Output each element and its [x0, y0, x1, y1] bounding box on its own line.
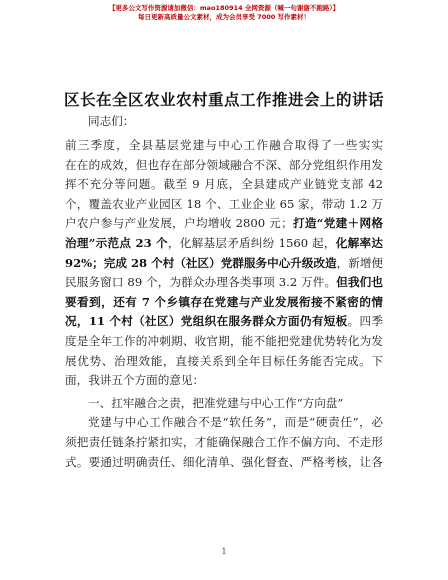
- body-line: [65, 275, 383, 289]
- body-line: [65, 138, 383, 152]
- bold-text-span: 打造“党建＋网格: [292, 216, 383, 231]
- bold-text-span: 要看到，还有 7 个乡镇存在党建与产业发展衔接不紧密的情: [65, 294, 383, 309]
- body-line: [65, 158, 383, 172]
- text-span: 户农户参与产业发展，户均增收 2800 元；: [65, 216, 293, 231]
- text-span: 民服务窗口 89 个，为群众办理各类事项 3.2 万件。: [65, 275, 337, 290]
- bold-text-span: 化解率达: [335, 236, 383, 250]
- body-line: [65, 236, 383, 250]
- body-line: [65, 295, 383, 309]
- body-line: [65, 455, 383, 469]
- text-span: 在在的成效，但也存在部分领域融合不深、部分党组织作用发: [65, 157, 383, 172]
- bold-text-span: 治理”示范点 23 个: [65, 236, 168, 250]
- text-span: 党建与中心工作融合不是“软任务”，而是“硬责任”，必: [88, 415, 383, 430]
- text-span: 挥不充分等问题。截至 9 月底，全县建成产业链党支部 42: [65, 177, 383, 192]
- text-span: 式。要通过明确责任、细化清单、强化督查、严格考核，让各: [65, 454, 383, 469]
- body-line: [65, 354, 383, 368]
- page-number: 1: [221, 547, 227, 556]
- body-line: [65, 435, 383, 449]
- text-span: 一、扛牢融合之责，把准党建与中心工作“方向盘”: [88, 395, 344, 410]
- text-span: 须把责任链条拧紧扣实，才能确保融合工作不偏方向、不走形: [65, 435, 383, 449]
- body-line: [65, 216, 383, 230]
- body-line: [65, 373, 383, 387]
- text-span: 度是全年工作的冲刺期、收官期，能不能把党建优势转化为发: [65, 334, 383, 348]
- body-line: [65, 314, 383, 328]
- text-span: 。四季: [347, 314, 383, 329]
- banner-line-1: 【更多公文写作资源请加微信：mao180914 全网资源（喊一句谢谢不跑路）】: [108, 4, 340, 12]
- bold-text-span: 况，11 个村（社区）党组织在服务群众方面仍有短板: [65, 314, 348, 329]
- text-span: 前三季度，全县基层党建与中心工作融合取得了一些实实: [65, 138, 383, 152]
- bold-text-span: 92%；完成 28 个村（社区）党群服务中心升级改造: [65, 255, 337, 270]
- text-span: ，化解基层矛盾纠纷 1560 起，: [167, 236, 336, 250]
- document-title: 区长在全区农业农村重点工作推进会上的讲话: [63, 90, 384, 109]
- body-line: [65, 256, 383, 270]
- bold-text-span: 但我们也: [336, 275, 383, 290]
- body-line: [65, 197, 383, 211]
- text-span: ，新增便: [336, 255, 384, 270]
- text-span: 个，覆盖农业产业园区 18 个、工业企业 65 家，带动 1.2 万: [65, 196, 383, 211]
- body-line: [88, 396, 383, 410]
- text-span: 面，我讲五个方面的意见：: [65, 373, 205, 388]
- greeting: 同志们：: [88, 114, 135, 128]
- text-span: 展优势、治理效能，直接关系到全年目标任务能否完成。下: [65, 353, 383, 368]
- banner-line-2: 每日更新高质量公文素材，成为会员享受 7000 写作素材！: [137, 13, 311, 21]
- body-line: [88, 415, 383, 429]
- body-line: [65, 177, 383, 191]
- body-line: [65, 334, 383, 348]
